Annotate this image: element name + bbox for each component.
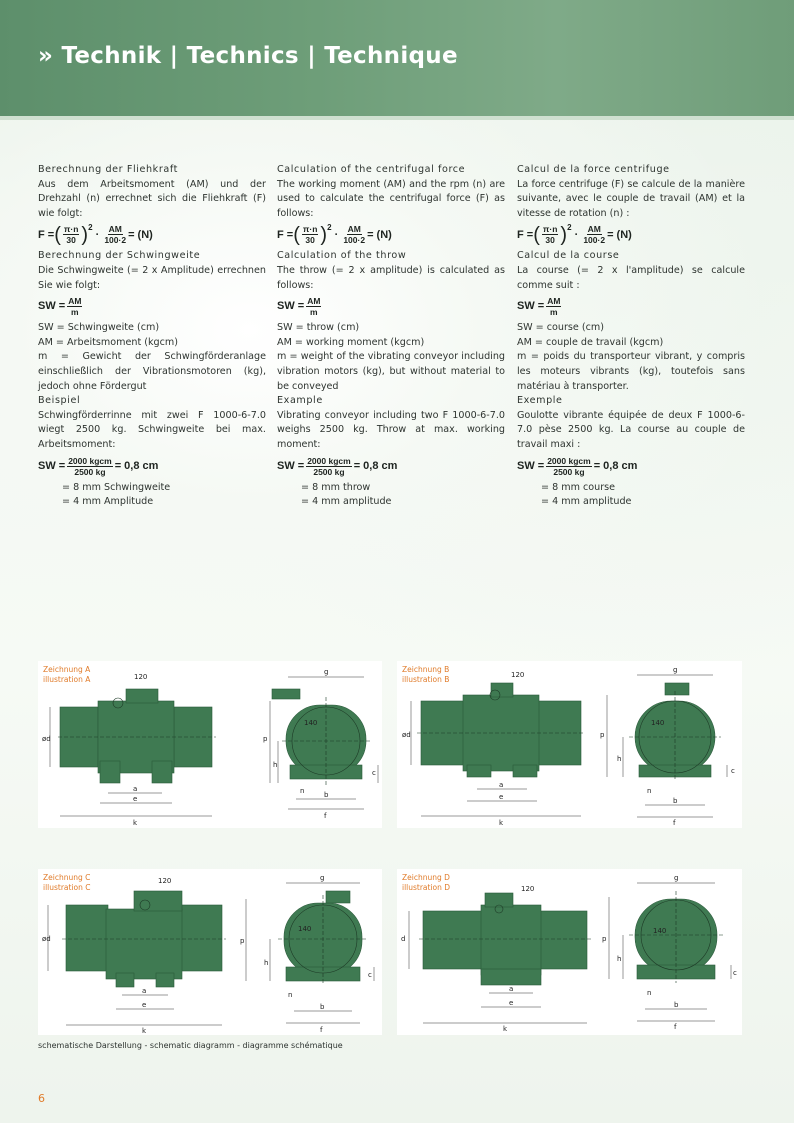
header-divider: [0, 116, 794, 120]
result-throw: = 8 mm Schwingweite: [62, 481, 171, 493]
heading-example: Beispiel: [38, 395, 81, 407]
motor-foot: [156, 973, 174, 987]
formula-example: [517, 456, 745, 477]
formula-paren: ): [320, 223, 328, 246]
dim-label-p: p: [602, 935, 607, 943]
result-amplitude: = 4 mm amplitude: [301, 496, 392, 508]
formula-fraction: [306, 296, 321, 317]
panel-label-de: Zeichnung D: [402, 873, 450, 882]
dim-label-f: f: [324, 812, 327, 820]
formula-fraction: [546, 456, 591, 477]
dim-label-h: h: [273, 761, 278, 769]
formula-denominator: 100·2: [343, 235, 366, 246]
dim-label-a: a: [509, 985, 514, 993]
formula-example: [38, 456, 266, 477]
definition-sw: SW = course (cm): [517, 322, 604, 334]
text-centrifugal: The working moment (AM) and the rpm (n) are used to calculate the centrifugal force (F) as follows:: [277, 178, 505, 219]
formula-numerator: AM: [307, 296, 321, 307]
formula-fraction: [104, 224, 126, 245]
formula-example: [277, 456, 505, 477]
formula-fraction: [542, 224, 559, 245]
cable-gland: [272, 689, 300, 699]
dim-label-b: b: [674, 1001, 679, 1009]
formula-paren: ): [560, 223, 568, 246]
dim-label-n: n: [300, 787, 305, 795]
formula-throw: [277, 296, 505, 317]
dim-label-k: k: [499, 819, 504, 827]
formula-dot: ·: [571, 228, 582, 241]
heading-example: Exemple: [517, 395, 563, 407]
cable-gland: [665, 683, 689, 695]
formula-denominator: 30: [66, 235, 76, 246]
formula-numerator: 2000 kgcm: [68, 455, 112, 466]
formula-lhs: SW =: [517, 300, 545, 313]
formula-rhs: = 0,8 cm: [353, 459, 398, 472]
formula-fraction: [343, 224, 365, 245]
formula-rhs: = (N): [128, 228, 153, 241]
formula-paren: ): [81, 223, 89, 246]
panel-label: [43, 873, 91, 892]
dim-label-p: p: [240, 937, 245, 945]
dim-label-k: k: [503, 1025, 508, 1033]
formula-numerator: 2000 kgcm: [307, 455, 351, 466]
diagram-caption: schematische Darstellung - schematic diagramm - diagramme schématique: [38, 1041, 343, 1050]
heading-throw: Calcul de la course: [517, 250, 620, 262]
text-throw: Die Schwingweite (= 2 x Amplitude) errechnen Sie wie folgt:: [38, 264, 266, 291]
drawing-a-svg: [38, 661, 382, 828]
definition-sw: SW = Schwingweite (cm): [38, 322, 160, 334]
dim-label-c: c: [372, 769, 376, 777]
dim-label-h: h: [264, 959, 269, 967]
formula-numerator: π·n: [302, 224, 318, 235]
dim-label-g: g: [673, 666, 678, 674]
motor-foot: [513, 765, 537, 777]
dim-label-e: e: [509, 999, 514, 1007]
page-number: 6: [38, 1092, 45, 1105]
drawing-b-svg: [397, 661, 742, 828]
text-example: Vibrating conveyor including two F 1000-6-7.0 weighs 2500 kg. Throw at max. working moment:: [277, 409, 505, 450]
motor-body: [481, 905, 541, 975]
formula-centrifugal: [38, 224, 266, 245]
dim-label-e: e: [142, 1001, 147, 1009]
formula-denominator: 100·2: [583, 235, 606, 246]
result-throw: = 8 mm throw: [301, 481, 371, 493]
heading-centrifugal: Berechnung der Fliehkraft: [38, 164, 179, 175]
dim-label-c: c: [733, 969, 737, 977]
dim-label-b: b: [324, 791, 329, 799]
dim-label-f: f: [673, 819, 676, 827]
column-french: [517, 163, 745, 510]
formula-rhs: = 0,8 cm: [114, 459, 159, 472]
dim-label-d: ød: [42, 735, 51, 743]
text-throw: La course (= 2 x l'amplitude) se calcule comme suit :: [517, 264, 745, 291]
formula-rhs: = (N): [367, 228, 392, 241]
definition-m: m = poids du transporteur vibrant, y compris les moteurs vibrants (kg), toutefois sans matériau à transporter.: [517, 351, 745, 392]
formula-lhs: F =: [517, 228, 534, 241]
column-english: [277, 163, 505, 510]
formula-paren: (: [533, 223, 540, 246]
formula-paren: (: [293, 223, 300, 246]
formula-denominator: m: [550, 307, 558, 318]
motor-foot: [116, 973, 134, 987]
dim-label-c: c: [368, 971, 372, 979]
drawing-panel-a: [38, 661, 382, 828]
page-title: » Technik | Technics | Technique: [38, 43, 458, 69]
dim-label-f: f: [320, 1026, 323, 1034]
formula-fraction: [67, 296, 82, 317]
cable-gland: [326, 891, 350, 903]
dim-label-d: ød: [402, 731, 411, 739]
motor-end-cap: [66, 905, 108, 971]
dim-label-a: a: [133, 785, 138, 793]
panel-label-en: illustration A: [43, 674, 91, 684]
motor-end-cap: [539, 911, 587, 969]
dim-label-box: 120: [511, 671, 525, 679]
formula-numerator: π·n: [542, 224, 558, 235]
dim-label-a: a: [142, 987, 147, 995]
dim-label-d: d: [401, 935, 406, 943]
formula-fraction: [63, 224, 80, 245]
formula-centrifugal: [277, 224, 505, 245]
formula-denominator: 100·2: [104, 235, 127, 246]
formula-lhs: SW =: [38, 300, 66, 313]
formula-denominator: 30: [545, 235, 555, 246]
motor-body: [106, 909, 182, 979]
dim-label-d: ød: [42, 935, 51, 943]
terminal-box: [126, 689, 158, 703]
panel-label: [402, 665, 449, 684]
formula-fraction: [583, 224, 605, 245]
text-centrifugal: Aus dem Arbeitsmoment (AM) und der Drehzahl (n) errechnet sich die Fliehkraft (F) wie folgt:: [38, 178, 266, 219]
motor-end-cap: [423, 911, 483, 969]
definition-sw: SW = throw (cm): [277, 322, 360, 334]
result-amplitude: = 4 mm Amplitude: [62, 496, 154, 508]
dim-label-b: b: [320, 1003, 325, 1011]
formula-fraction: [546, 296, 561, 317]
formula-exponent: 2: [567, 222, 572, 232]
formula-numerator: AM: [108, 224, 122, 235]
dim-label-h: h: [617, 955, 622, 963]
column-german: [38, 163, 266, 510]
dim-label-k: k: [142, 1027, 147, 1035]
formula-fraction: [302, 224, 319, 245]
motor-end-cap: [180, 905, 222, 971]
drawing-c-svg: [38, 869, 382, 1035]
heading-example: Example: [277, 395, 323, 407]
formula-denominator: m: [310, 307, 318, 318]
text-centrifugal: La force centrifuge (F) se calcule de la manière suivante, avec le couple de travail (AM) et la vitesse de rotation (n) :: [517, 178, 745, 219]
formula-denominator: 2500 kg: [553, 466, 585, 477]
drawing-panel-c: [38, 869, 382, 1035]
formula-lhs: F =: [277, 228, 294, 241]
heading-centrifugal: Calculation of the centrifugal force: [277, 164, 466, 175]
formula-lhs: F =: [38, 228, 55, 241]
dim-label-box: 120: [521, 885, 535, 893]
dim-label-g: g: [324, 668, 329, 676]
dim-label-c: c: [731, 767, 735, 775]
dim-label-g: g: [674, 874, 679, 882]
formula-lhs: SW =: [277, 300, 305, 313]
dim-label-e: e: [499, 793, 504, 801]
formula-rhs: = 0,8 cm: [593, 459, 638, 472]
dim-label-h: h: [617, 755, 622, 763]
text-example: Schwingförderrinne mit zwei F 1000-6-7.0 wiegt 2500 kg. Schwingweite bei max. Arbeitsmoment:: [38, 409, 266, 450]
dim-label-a: a: [499, 781, 504, 789]
dim-label-n: n: [288, 991, 293, 999]
drawing-panel-d: [397, 869, 742, 1035]
definition-am: AM = couple de travail (kgcm): [517, 336, 664, 348]
formula-numerator: 2000 kgcm: [547, 455, 591, 466]
formula-fraction: [306, 456, 351, 477]
formula-numerator: π·n: [63, 224, 79, 235]
text-throw: The throw (= 2 x amplitude) is calculated as follows:: [277, 264, 505, 291]
dim-label-circle: 140: [653, 927, 667, 935]
panel-label: [43, 665, 90, 684]
formula-exponent: 2: [88, 222, 93, 232]
dim-label-n: n: [647, 989, 652, 997]
motor-foot: [467, 765, 491, 777]
motor-foot: [100, 761, 120, 783]
definition-m: m = weight of the vibrating conveyor including vibration motors (kg), but without material to be conveyed: [277, 351, 505, 392]
motor-foot: [152, 761, 172, 783]
dim-label-k: k: [133, 819, 138, 827]
result-amplitude: = 4 mm amplitude: [541, 496, 632, 508]
formula-paren: (: [54, 223, 61, 246]
panel-label-en: illustration D: [402, 882, 451, 892]
heading-centrifugal: Calcul de la force centrifuge: [517, 164, 670, 175]
formula-denominator: 30: [305, 235, 315, 246]
formula-throw: [38, 296, 266, 317]
formula-numerator: AM: [347, 224, 361, 235]
result-throw: = 8 mm course: [541, 481, 616, 493]
dim-label-p: p: [263, 735, 268, 743]
heading-throw: Berechnung der Schwingweite: [38, 250, 201, 262]
formula-denominator: m: [71, 307, 79, 318]
formula-denominator: 2500 kg: [313, 466, 345, 477]
panel-label-de: Zeichnung C: [43, 873, 91, 882]
formula-numerator: AM: [587, 224, 601, 235]
formula-rhs: = (N): [607, 228, 632, 241]
panel-label-en: illustration C: [43, 882, 91, 892]
formula-dot: ·: [331, 228, 342, 241]
text-example: Goulotte vibrante équipée de deux F 1000-6-7.0 pèse 2500 kg. La course au couple de travail maxi :: [517, 409, 745, 450]
panel-label: [402, 873, 450, 892]
dim-label-box: 120: [158, 877, 172, 885]
formula-exponent: 2: [327, 222, 332, 232]
dim-label-e: e: [133, 795, 138, 803]
formula-dot: ·: [92, 228, 103, 241]
dim-label-f: f: [674, 1023, 677, 1031]
motor-foot: [481, 969, 541, 985]
formula-denominator: 2500 kg: [74, 466, 106, 477]
dim-label-p: p: [600, 731, 605, 739]
formula-fraction: [67, 456, 112, 477]
panel-label-de: Zeichnung B: [402, 665, 450, 674]
dim-label-b: b: [673, 797, 678, 805]
dim-label-circle: 140: [304, 719, 318, 727]
formula-numerator: AM: [68, 296, 82, 307]
formula-lhs: SW =: [38, 459, 66, 472]
formula-numerator: AM: [547, 296, 561, 307]
dim-label-box: 120: [134, 673, 148, 681]
definition-am: AM = working moment (kgcm): [277, 336, 425, 348]
drawing-panel-b: [397, 661, 742, 828]
formula-lhs: SW =: [277, 459, 305, 472]
dim-label-g: g: [320, 874, 325, 882]
drawing-d-svg: [397, 869, 742, 1035]
definition-m: m = Gewicht der Schwingförderanlage einschließlich der Vibrationsmotoren (kg), jedoch ohne Fördergut: [38, 351, 266, 392]
formula-lhs: SW =: [517, 459, 545, 472]
heading-throw: Calculation of the throw: [277, 250, 407, 262]
panel-label-en: illustration B: [402, 674, 450, 684]
dim-label-circle: 140: [298, 925, 312, 933]
formula-throw: [517, 296, 745, 317]
dim-label-n: n: [647, 787, 652, 795]
dim-label-circle: 140: [651, 719, 665, 727]
formula-centrifugal: [517, 224, 745, 245]
definition-am: AM = Arbeitsmoment (kgcm): [38, 336, 179, 348]
panel-label-de: Zeichnung A: [43, 665, 91, 674]
